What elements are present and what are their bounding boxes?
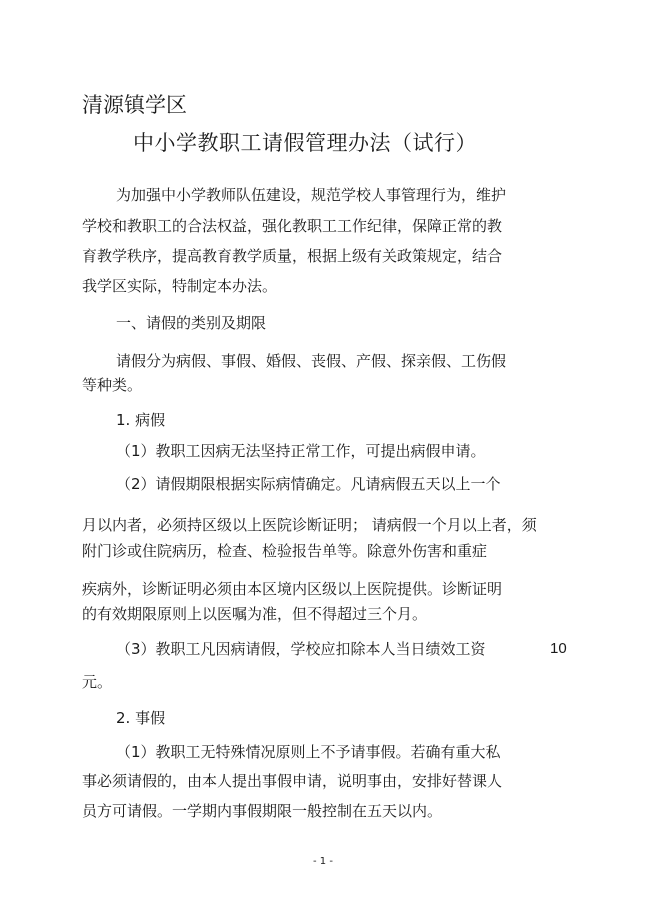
paragraph-line: 等种类。 — [82, 376, 143, 394]
intro-line: 学校和教职工的合法权益，强化教职工工作纪律，保障正常的教 — [82, 217, 503, 235]
list-item: （1）教职工因病无法坚持正常工作，可提出病假申请。 — [116, 442, 486, 460]
intro-line: 我学区实际，特制定本办法。 — [82, 277, 278, 295]
list-item-continued: 疾病外，诊断证明必须由本区境内区级以上医院提供。诊断证明 — [82, 580, 503, 598]
section-heading: 一、请假的类别及期限 — [116, 314, 267, 332]
list-item: （3）教职工凡因病请假，学校应扣除本人当日绩效工资 — [116, 640, 486, 658]
list-item-continued: 员方可请假。一学期内事假期限一般控制在五天以内。 — [82, 802, 443, 820]
list-item-continued: 的有效期限原则上以医嘱为准，但不得超过三个月。 — [82, 605, 428, 623]
list-item-continued: 月以内者，必须持区级以上医院诊断证明； 请病假一个月以上者，须 — [82, 516, 537, 534]
subsection-heading-personal-leave: 2. 事假 — [116, 709, 166, 727]
list-item-continued: 事必须请假的，由本人提出事假申请，说明事由，安排好替课人 — [82, 772, 503, 790]
paragraph-line: 请假分为病假、事假、婚假、丧假、产假、探亲假、工伤假 — [116, 352, 507, 370]
list-item-continued: 元。 — [82, 673, 113, 691]
list-item: （2）请假期限根据实际病情确定。凡请病假五天以上一个 — [116, 475, 501, 493]
page-number: - 1 - — [313, 856, 333, 867]
intro-line: 为加强中小学教师队伍建设，规范学校人事管理行为，维护 — [116, 186, 507, 204]
document-title: 中小学教职工请假管理办法（试行） — [133, 131, 477, 155]
list-item-continued: 附门诊或住院病历，检查、检验报告单等。除意外伤害和重症 — [82, 542, 488, 560]
subsection-heading-sick-leave: 1. 病假 — [116, 411, 166, 429]
intro-line: 育教学秩序，提高教育教学质量，根据上级有关政策规定，结合 — [82, 247, 503, 265]
org-name: 清源镇学区 — [82, 93, 187, 117]
deduction-amount: 10 — [550, 640, 567, 657]
list-item: （1）教职工无特殊情况原则上不予请事假。若确有重大私 — [116, 743, 501, 761]
